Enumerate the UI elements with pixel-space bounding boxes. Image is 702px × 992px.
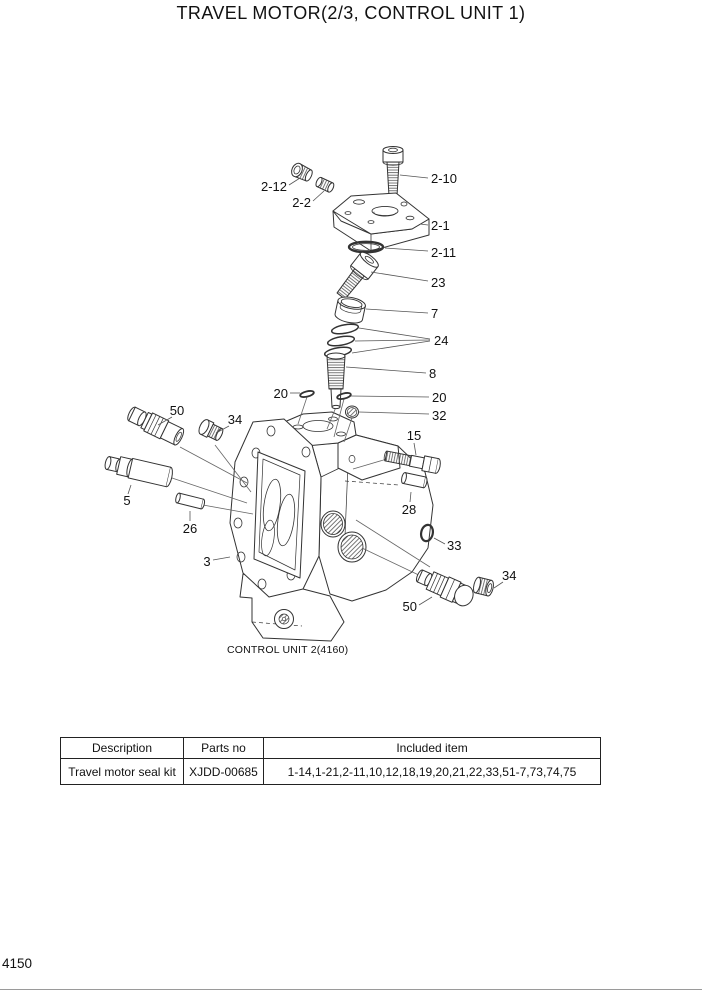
part-callout-15: 15 <box>406 428 422 443</box>
part-callout-26: 26 <box>182 521 198 536</box>
part-plug-34-lower <box>472 577 495 597</box>
callout-leader-line <box>359 412 429 414</box>
part-pin-26 <box>175 493 206 510</box>
part-callout-28: 28 <box>401 502 417 517</box>
cell-included-item: 1-14,1-21,2-11,10,12,18,19,20,21,22,33,51-7,73,74,75 <box>264 759 601 785</box>
callout-leader-line <box>346 367 426 373</box>
callout-leader-line <box>371 272 428 281</box>
table-row <box>61 759 601 785</box>
callout-leader-line <box>351 396 429 397</box>
part-callout-50: 50 <box>169 403 185 418</box>
callout-leader-line <box>213 557 230 560</box>
callout-leader-line <box>400 175 428 178</box>
part-socket-bolt-2-10 <box>383 147 403 197</box>
page-title: TRAVEL MOTOR(2/3, CONTROL UNIT 1) <box>176 3 526 23</box>
callout-leader-line <box>419 597 432 605</box>
part-callout-32: 32 <box>432 408 447 423</box>
part-callout-7: 7 <box>431 306 439 321</box>
part-callout-50: 50 <box>402 599 417 614</box>
part-callout-2-11: 2-11 <box>431 245 457 260</box>
part-callout-2-2: 2-2 <box>292 195 311 210</box>
part-callout-20: 20 <box>432 390 447 405</box>
part-callout-2-10: 2-10 <box>431 171 458 186</box>
part-plug-2-12 <box>290 162 315 183</box>
part-throttle-rod-8 <box>327 353 345 409</box>
part-o-ring-20-left <box>300 390 315 398</box>
part-callout-23: 23 <box>431 275 446 290</box>
part-callout-24: 24 <box>434 333 449 348</box>
callout-leader-line <box>359 328 430 339</box>
callout-leader-line <box>385 248 428 251</box>
part-cover-plate-2-1 <box>333 193 429 251</box>
part-piston-5 <box>103 453 174 488</box>
col-header-description: Description <box>61 738 184 759</box>
callout-leader-line <box>414 443 416 455</box>
cell-description: Travel motor seal kit <box>61 759 184 785</box>
part-bushing-7 <box>334 295 367 325</box>
callout-leader-line <box>289 178 300 185</box>
page-number: 4150 <box>2 956 33 971</box>
part-plug-32 <box>346 406 359 418</box>
part-callout-20: 20 <box>273 386 288 401</box>
seal-kit-table <box>60 737 601 785</box>
part-callout-2-1: 2-1 <box>431 218 450 233</box>
callout-leader-line <box>352 341 430 353</box>
diagram-caption: CONTROL UNIT 2(4160) <box>227 644 349 656</box>
part-callout-3: 3 <box>203 554 211 569</box>
part-callout-5: 5 <box>123 493 131 508</box>
table-header-row <box>61 738 601 759</box>
callout-leader-line <box>313 191 324 201</box>
callout-leader-line <box>434 538 445 544</box>
footer-rule <box>0 989 702 990</box>
part-callout-33: 33 <box>447 538 462 553</box>
part-callout-2-12: 2-12 <box>260 179 287 194</box>
part-socket-bolt-23 <box>332 250 380 303</box>
part-callout-8: 8 <box>429 366 437 381</box>
cell-parts-no: XJDD-00685 <box>184 759 264 785</box>
callout-leader-line <box>355 340 430 341</box>
part-callout-34: 34 <box>502 568 517 583</box>
part-callout-34: 34 <box>227 412 243 427</box>
col-header-included-item: Included item <box>264 738 601 759</box>
col-header-parts-no: Parts no <box>184 738 264 759</box>
callout-leader-line <box>366 309 428 313</box>
part-plug-2-2 <box>315 176 335 193</box>
